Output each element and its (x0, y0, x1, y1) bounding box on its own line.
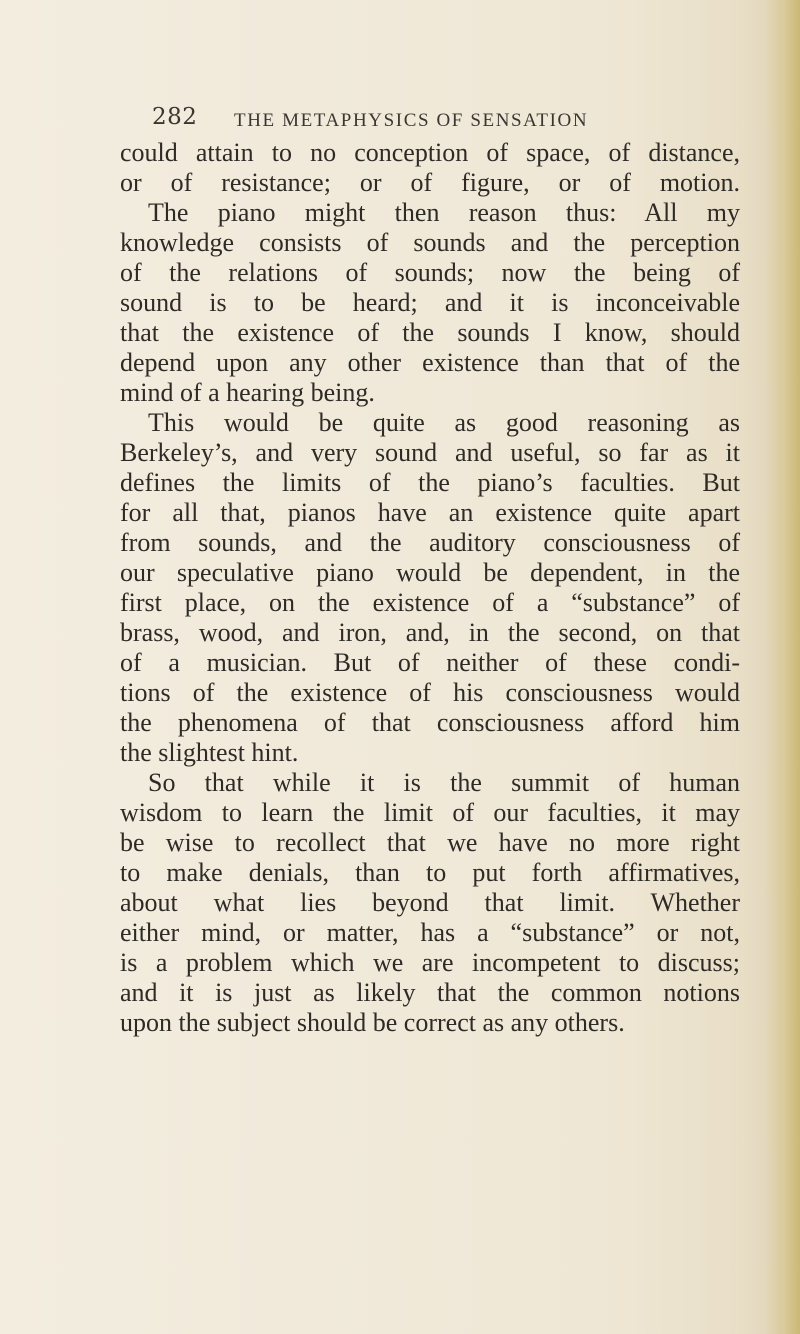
text-line: tions of the existence of his consciousness would (120, 678, 740, 707)
text-line: knowledge consists of sounds and the perception (120, 228, 740, 257)
paragraph-start-line: This would be quite as good reasoning as (148, 408, 740, 437)
paragraph-end-line: the slightest hint. (120, 738, 299, 767)
paragraph-end-line: upon the subject should be correct as any others. (120, 1008, 625, 1037)
text-line: of the relations of sounds; now the being of (120, 258, 740, 287)
text-line: Berkeley’s, and very sound and useful, so far as it (120, 438, 740, 467)
page-number: 282 (152, 104, 198, 130)
text-line: that the existence of the sounds I know, should (120, 318, 740, 347)
text-line: for all that, pianos have an existence quite apart (120, 498, 740, 527)
text-line: brass, wood, and iron, and, in the second, on that (120, 618, 740, 647)
paragraph-start-line: The piano might then reason thus: All my (148, 198, 740, 227)
paragraph-end-line: mind of a hearing being. (120, 378, 375, 407)
text-line: the phenomena of that consciousness afford him (120, 708, 740, 737)
text-line: defines the limits of the piano’s faculties. But (120, 468, 740, 497)
text-line: first place, on the existence of a “substance” of (120, 588, 740, 617)
text-line: from sounds, and the auditory consciousness of (120, 528, 740, 557)
page-edge-shading (764, 0, 800, 1334)
text-line: be wise to recollect that we have no more right (120, 828, 740, 857)
text-line: depend upon any other existence than that of the (120, 348, 740, 377)
text-line: could attain to no conception of space, of distance, (120, 138, 740, 167)
text-line: our speculative piano would be dependent, in the (120, 558, 740, 587)
text-line: either mind, or matter, has a “substance” or not, (120, 918, 740, 947)
text-line: to make denials, than to put forth affirmatives, (120, 858, 740, 887)
running-title: THE METAPHYSICS OF SENSATION (234, 110, 589, 131)
text-line: is a problem which we are incompetent to discuss; (120, 948, 740, 977)
text-line: and it is just as likely that the common notions (120, 978, 740, 1007)
paragraph-start-line: So that while it is the summit of human (148, 768, 740, 797)
text-line: of a musician. But of neither of these condi- (120, 648, 740, 677)
text-line: about what lies beyond that limit. Whether (120, 888, 740, 917)
text-line: wisdom to learn the limit of our faculties, it may (120, 798, 740, 827)
text-line: or of resistance; or of figure, or of motion. (120, 168, 740, 197)
page-header (152, 104, 712, 138)
text-line: sound is to be heard; and it is inconceivable (120, 288, 740, 317)
